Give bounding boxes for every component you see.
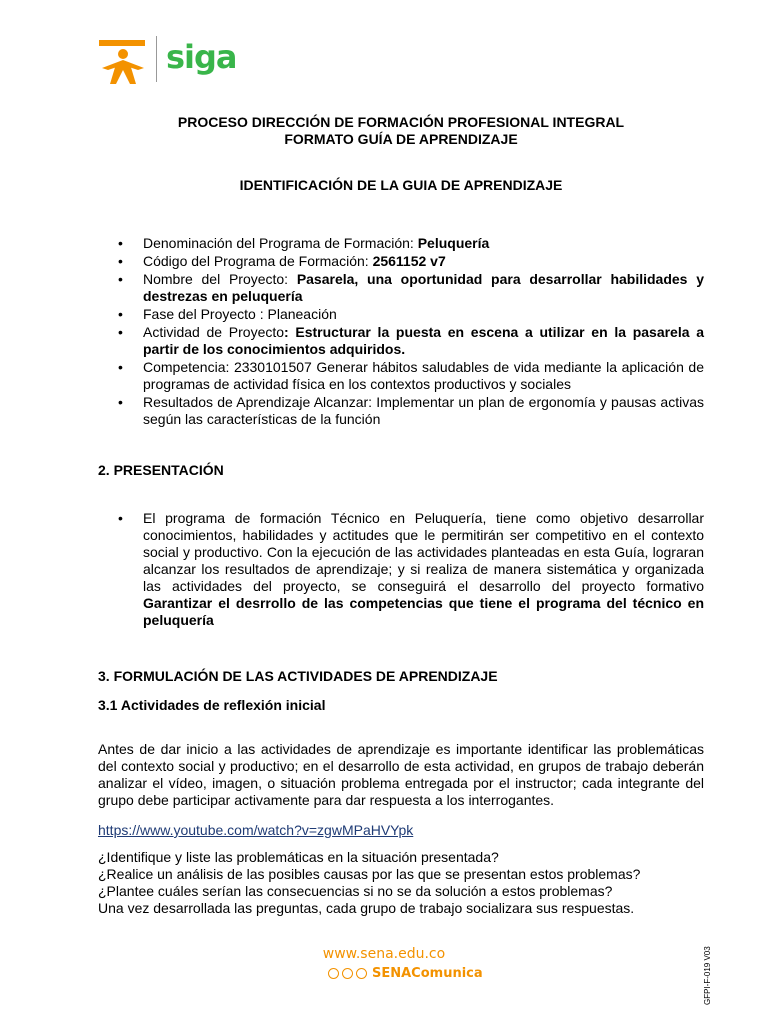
list-item: • Denominación del Programa de Formación: Peluquería [118, 235, 490, 251]
presentation-heading: 2. PRESENTACIÓN [98, 462, 224, 478]
list-item: • Código del Programa de Formación: 2561152 v7 [118, 253, 446, 269]
social-handle: SENAComunica [372, 966, 483, 981]
question-item: Una vez desarrollada las preguntas, cada grupo de trabajo socializara sus respuestas. [98, 900, 635, 916]
section31-heading: 3.1 Actividades de reflexión inicial [98, 697, 326, 713]
identification-title: IDENTIFICACIÓN DE LA GUIA DE APRENDIZAJE [239, 177, 563, 193]
question-item: ¿Plantee cuáles serían las consecuencias si no se da solución a estos problemas? [98, 883, 613, 899]
twitter-icon [356, 968, 367, 979]
facebook-icon [328, 968, 339, 979]
sena-logo-icon [96, 34, 156, 86]
list-item: • Resultados de Aprendizaje Alcanzar: Implementar un plan de ergonomía y pausas activas según las características de la función [118, 394, 704, 427]
list-item: • Fase del Proyecto : Planeación [118, 306, 337, 322]
questions-list [98, 849, 704, 917]
section3-heading: 3. FORMULACIÓN DE LAS ACTIVIDADES DE APRENDIZAJE [98, 668, 498, 684]
presentation-paragraph: • El programa de formación Técnico en Peluquería, tiene como objetivo desarrollar conocimientos, habilidades y actitudes que le permitirán ser competitivo en el contexto social y productivo. Con la ejecución de las actividades planteadas en esta Guía, lograran alcanzar los resultados de aprendizaje; y si realiza de manera sistemática y organizada las actividades del proyecto, se conseguirá el desarrollo del proyecto formativo Garantizar el desrrollo de las competencias que tiene el programa del técnico en peluquería [118, 510, 704, 628]
format-title: FORMATO GUÍA DE APRENDIZAJE [284, 131, 518, 147]
intro-paragraph: Antes de dar inicio a las actividades de aprendizaje es importante identificar las problemáticas del contexto social y productivo; en el desarrollo de esta actividad, en grupos de trabajo deberán analizar el vídeo, imagen, o situación problema entregada por el instructor; cada integrante del grupo debe participar activamente para dar respuesta a los interrogantes. [98, 741, 704, 808]
question-item: ¿Realice un análisis de las posibles causas por las que se presentan estos problemas? [98, 866, 641, 882]
process-title: PROCESO DIRECCIÓN DE FORMACIÓN PROFESIONAL INTEGRAL [177, 114, 625, 130]
instagram-icon [342, 968, 353, 979]
list-item: • Nombre del Proyecto: Pasarela, una oportunidad para desarrollar habilidades y destrezas en peluquería [118, 271, 704, 304]
footer-social [328, 966, 483, 981]
siga-wordmark: siga [166, 38, 237, 76]
list-item: • Competencia: 2330101507 Generar hábitos saludables de vida mediante la aplicación de programas de actividad física en los contextos productivos y sociales [118, 359, 704, 392]
sena-siga-logo [96, 34, 256, 86]
list-item: • Actividad de Proyecto: Estructurar la puesta en escena a utilizar en la pasarela a partir de los conocimientos adquiridos. [118, 324, 705, 357]
footer-url: www.sena.edu.co [322, 946, 446, 962]
form-code: GFPI-F-019 V03 [703, 946, 712, 1005]
youtube-link[interactable]: https://www.youtube.com/watch?v=zgwMPaHVYpk [98, 822, 414, 838]
logo-divider [156, 36, 157, 82]
question-item: ¿Identifique y liste las problemáticas en la situación presentada? [98, 849, 499, 865]
identification-list [118, 235, 704, 429]
